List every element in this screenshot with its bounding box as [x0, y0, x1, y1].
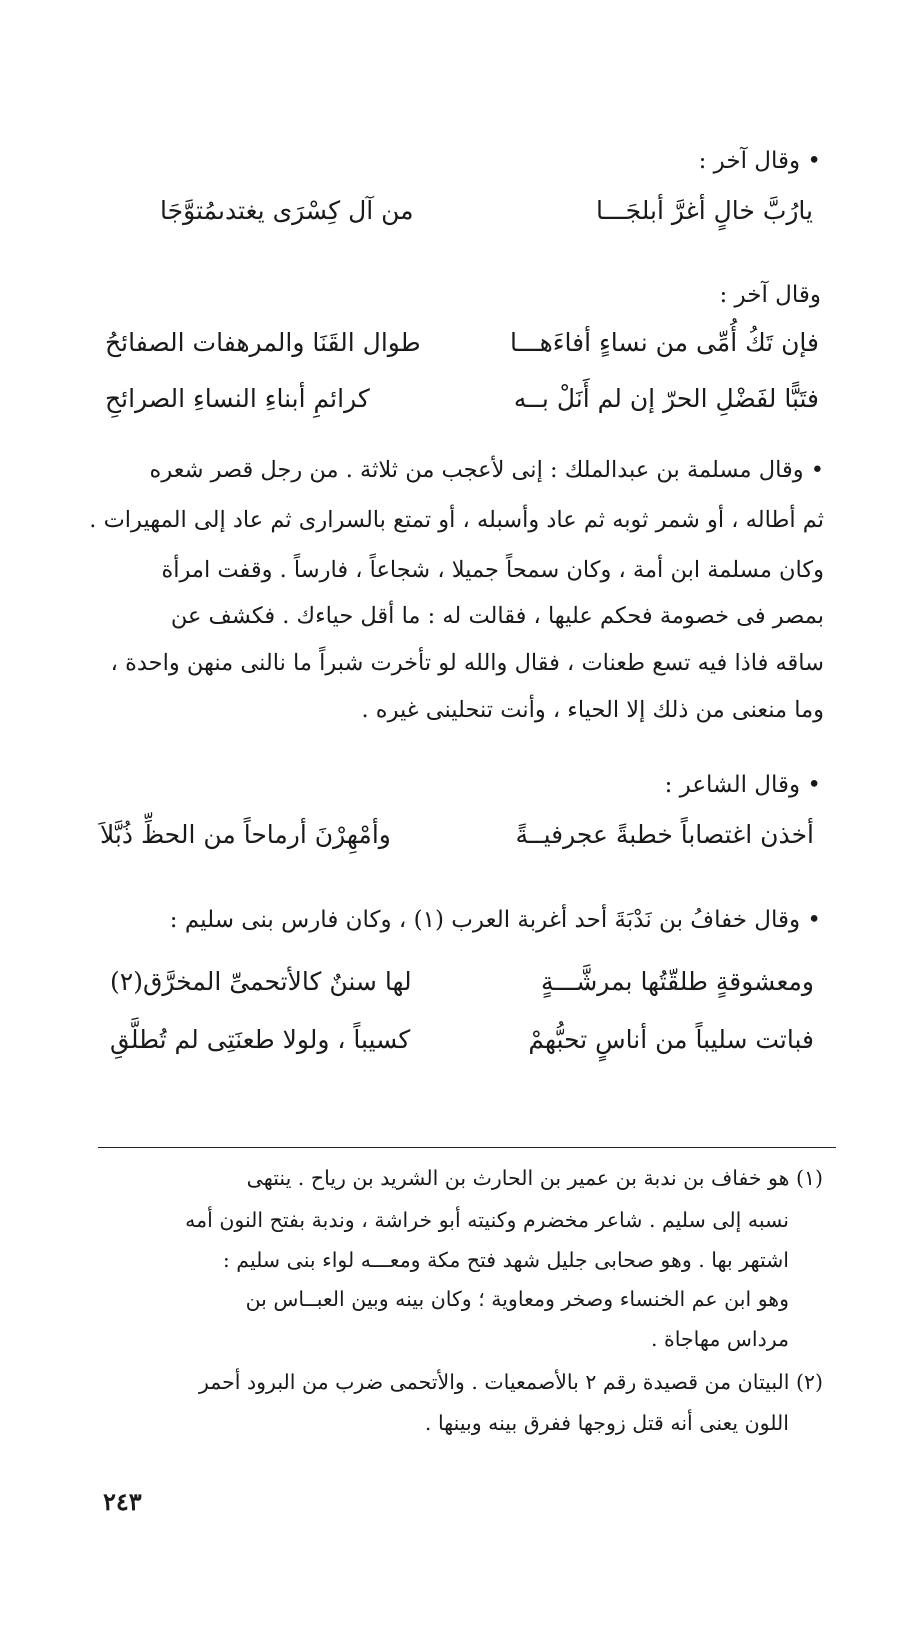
verse-line — [0, 196, 909, 232]
verse-line — [0, 328, 909, 364]
footnote-separator — [98, 1147, 836, 1148]
verse-right-hemistich: يارُبَّ خالٍ أغرَّ أبلجَـــا — [596, 196, 813, 225]
verse-right-hemistich: أخذن اغتصاباً خطبةً عجرفيــةً — [515, 820, 814, 849]
prose-line: ثم أطاله ، أو شمر ثوبه ثم عاد وأسبله ، أو تمتع بالسرارى ثم عاد إلى المهيرات . — [89, 507, 824, 533]
verse-line — [0, 820, 909, 856]
verse-left-hemistich: كرائمِ أبناءِ النساءِ الصرائحِ — [105, 384, 370, 413]
footnote-line: (١) هو خفاف بن ندبة بن عمير بن الحارث بن الشريد بن رياح . ينتهى — [246, 1166, 823, 1190]
footnote-line: (٢) البيتان من قصيدة رقم ٢ بالأصمعيات . والأتحمى ضرب من البرود أحمر — [198, 1370, 823, 1394]
prose-line: ساقه فاذا فيه تسع طعنات ، فقال والله لو تأخرت شبراً ما نالنى منهن واحدة ، — [110, 650, 824, 676]
verse-left-hemistich: لها سننٌ كالأتحمىِّ المخرَّق(٢) — [110, 967, 412, 996]
footnote-line: اللون يعنى أنه قتل زوجها ففرق بينه وبينها . — [424, 1411, 789, 1435]
footnote-line: مرداس مهاجاة . — [650, 1327, 789, 1351]
section-intro: • وقال آخر : — [698, 148, 821, 174]
verse-line — [0, 384, 909, 420]
section-intro: • وقال خفافُ بن نَدْبَةَ أحد أغربة العرب (١) ، وكان فارس بنى سليم : — [169, 907, 821, 933]
prose-line: وما منعنى من ذلك إلا الحياء ، وأنت تنحلينى غيره . — [361, 697, 824, 723]
verse-left-hemistich: وأمْهِرْنَ أرماحاً من الحظِّ ذُبَّلاَ — [100, 820, 391, 849]
verse-left-hemistich: طوال القَنَا والمرهفات الصفائحُ — [105, 328, 421, 357]
footnote-line: نسبه إلى سليم . شاعر مخضرم وكنيته أبو خراشة ، وندبة بفتح النون أمه — [185, 1208, 789, 1232]
footnote-line: اشتهر بها . وهو صحابى جليل شهد فتح مكة ومعـــه لواء بنى سليم : — [222, 1248, 789, 1272]
verse-right-hemistich: فباتت سليباً من أناسٍ تحبُّهمْ — [528, 1025, 814, 1054]
verse-right-hemistich: فإن تَكُ أُمِّى من نساءٍ أفاءَهـــا — [510, 328, 819, 357]
verse-right-hemistich: فتَبًّا لفَضْلِ الحرّ إن لم أَنَلْ بــه — [513, 384, 819, 413]
section-intro: • وقال الشاعر : — [664, 772, 821, 798]
section-intro: وقال آخر : — [719, 282, 821, 308]
verse-line — [0, 967, 909, 1003]
verse-line — [0, 1025, 909, 1061]
prose-line: بمصر فى خصومة فحكم عليها ، فقالت له : ما أقل حياءك . فكشف عن — [170, 603, 824, 629]
prose-line: وكان مسلمة ابن أمة ، وكان سمحاً جميلا ، شجاعاً ، فارساً . وقفت امرأة — [161, 557, 824, 583]
verse-right-hemistich: ومعشوقةٍ طلقّتُها بمرشَّـــةٍ — [540, 967, 814, 996]
footnote-line: وهو ابن عم الخنساء وصخر ومعاوية ؛ وكان بينه وبين العبــاس بن — [245, 1287, 789, 1311]
verse-left-hemistich: من آل كِسْرَى يغتدىمُتوَّجَا — [160, 196, 414, 225]
prose-line: • وقال مسلمة بن عبدالملك : إنى لأعجب من ثلاثة . من رجل قصر شعره — [149, 457, 824, 483]
page-number: ٢٤٣ — [103, 1487, 142, 1516]
verse-left-hemistich: كسيباً ، ولولا طعنَتِى لم تُطلَّقِ — [110, 1025, 411, 1054]
